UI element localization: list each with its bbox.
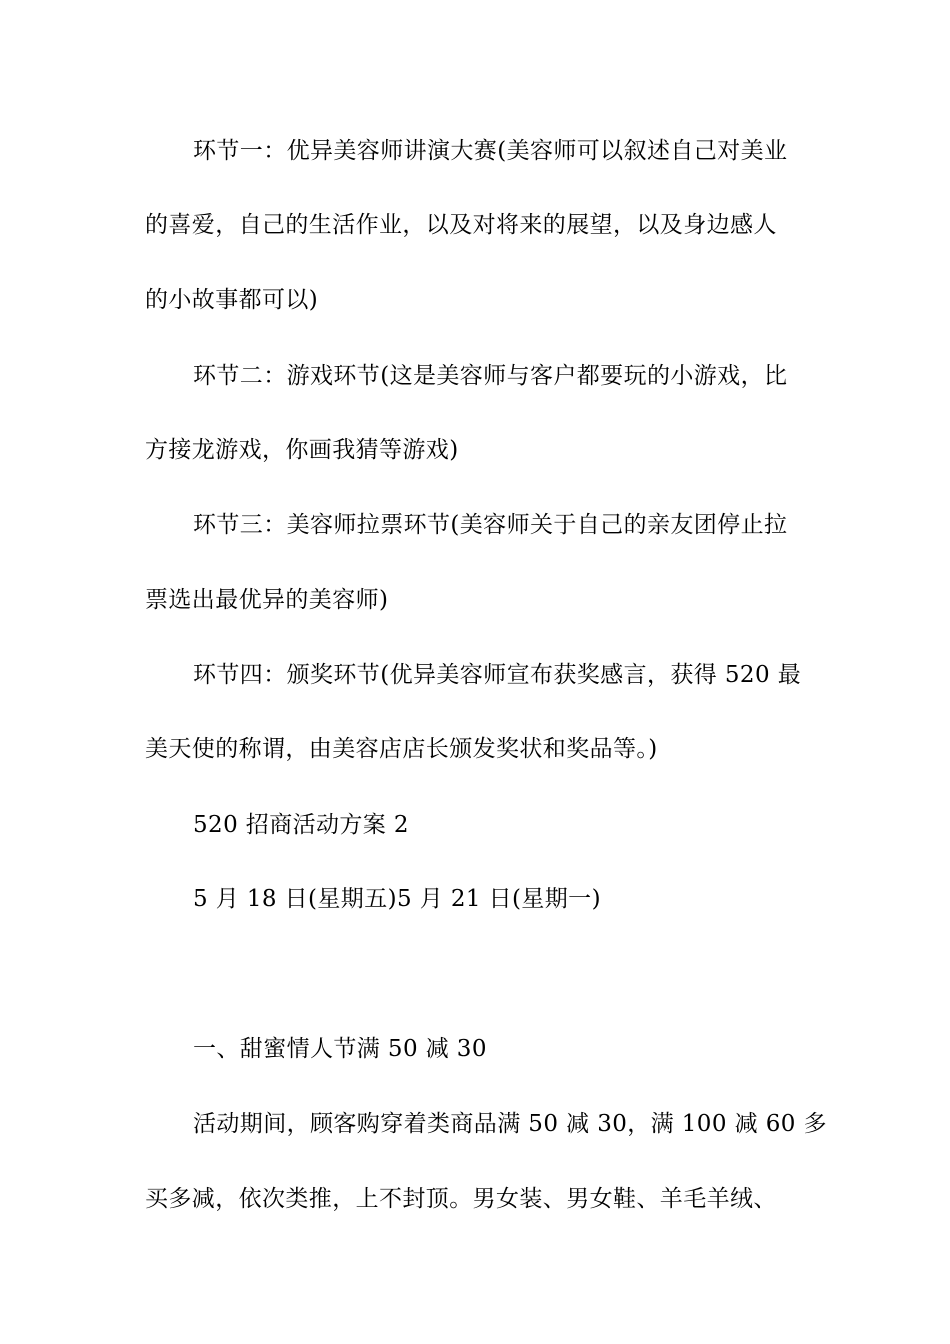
paragraph-line: 环节四：颁奖环节(优异美容师宣布获奖感言，获得 520 最 <box>193 662 802 688</box>
date-line: 5 月 18 日(星期五)5 月 21 日(星期一) <box>193 886 601 912</box>
subsection-heading: 一、甜蜜情人节满 50 减 30 <box>193 1036 487 1062</box>
paragraph-line: 活动期间，顾客购穿着类商品满 50 减 30，满 100 减 60 多 <box>193 1111 827 1137</box>
paragraph-line: 环节一：优异美容师讲演大赛(美容师可以叙述自己对美业 <box>193 138 788 164</box>
section-heading: 520 招商活动方案 2 <box>193 812 409 838</box>
paragraph-line: 美天使的称谓，由美容店店长颁发奖状和奖品等。) <box>145 736 658 762</box>
paragraph-line: 环节二：游戏环节(这是美容师与客户都要玩的小游戏，比 <box>193 363 788 389</box>
paragraph-line: 环节三：美容师拉票环节(美容师关于自己的亲友团停止拉 <box>193 512 788 538</box>
paragraph-line: 票选出最优异的美容师) <box>145 587 389 613</box>
paragraph-line: 的小故事都可以) <box>145 287 319 313</box>
paragraph-line: 的喜爱，自己的生活作业，以及对将来的展望，以及身边感人 <box>145 212 777 238</box>
paragraph-line: 买多减，依次类推，上不封顶。男女装、男女鞋、羊毛羊绒、 <box>145 1186 777 1212</box>
paragraph-line: 方接龙游戏，你画我猜等游戏) <box>145 437 459 463</box>
